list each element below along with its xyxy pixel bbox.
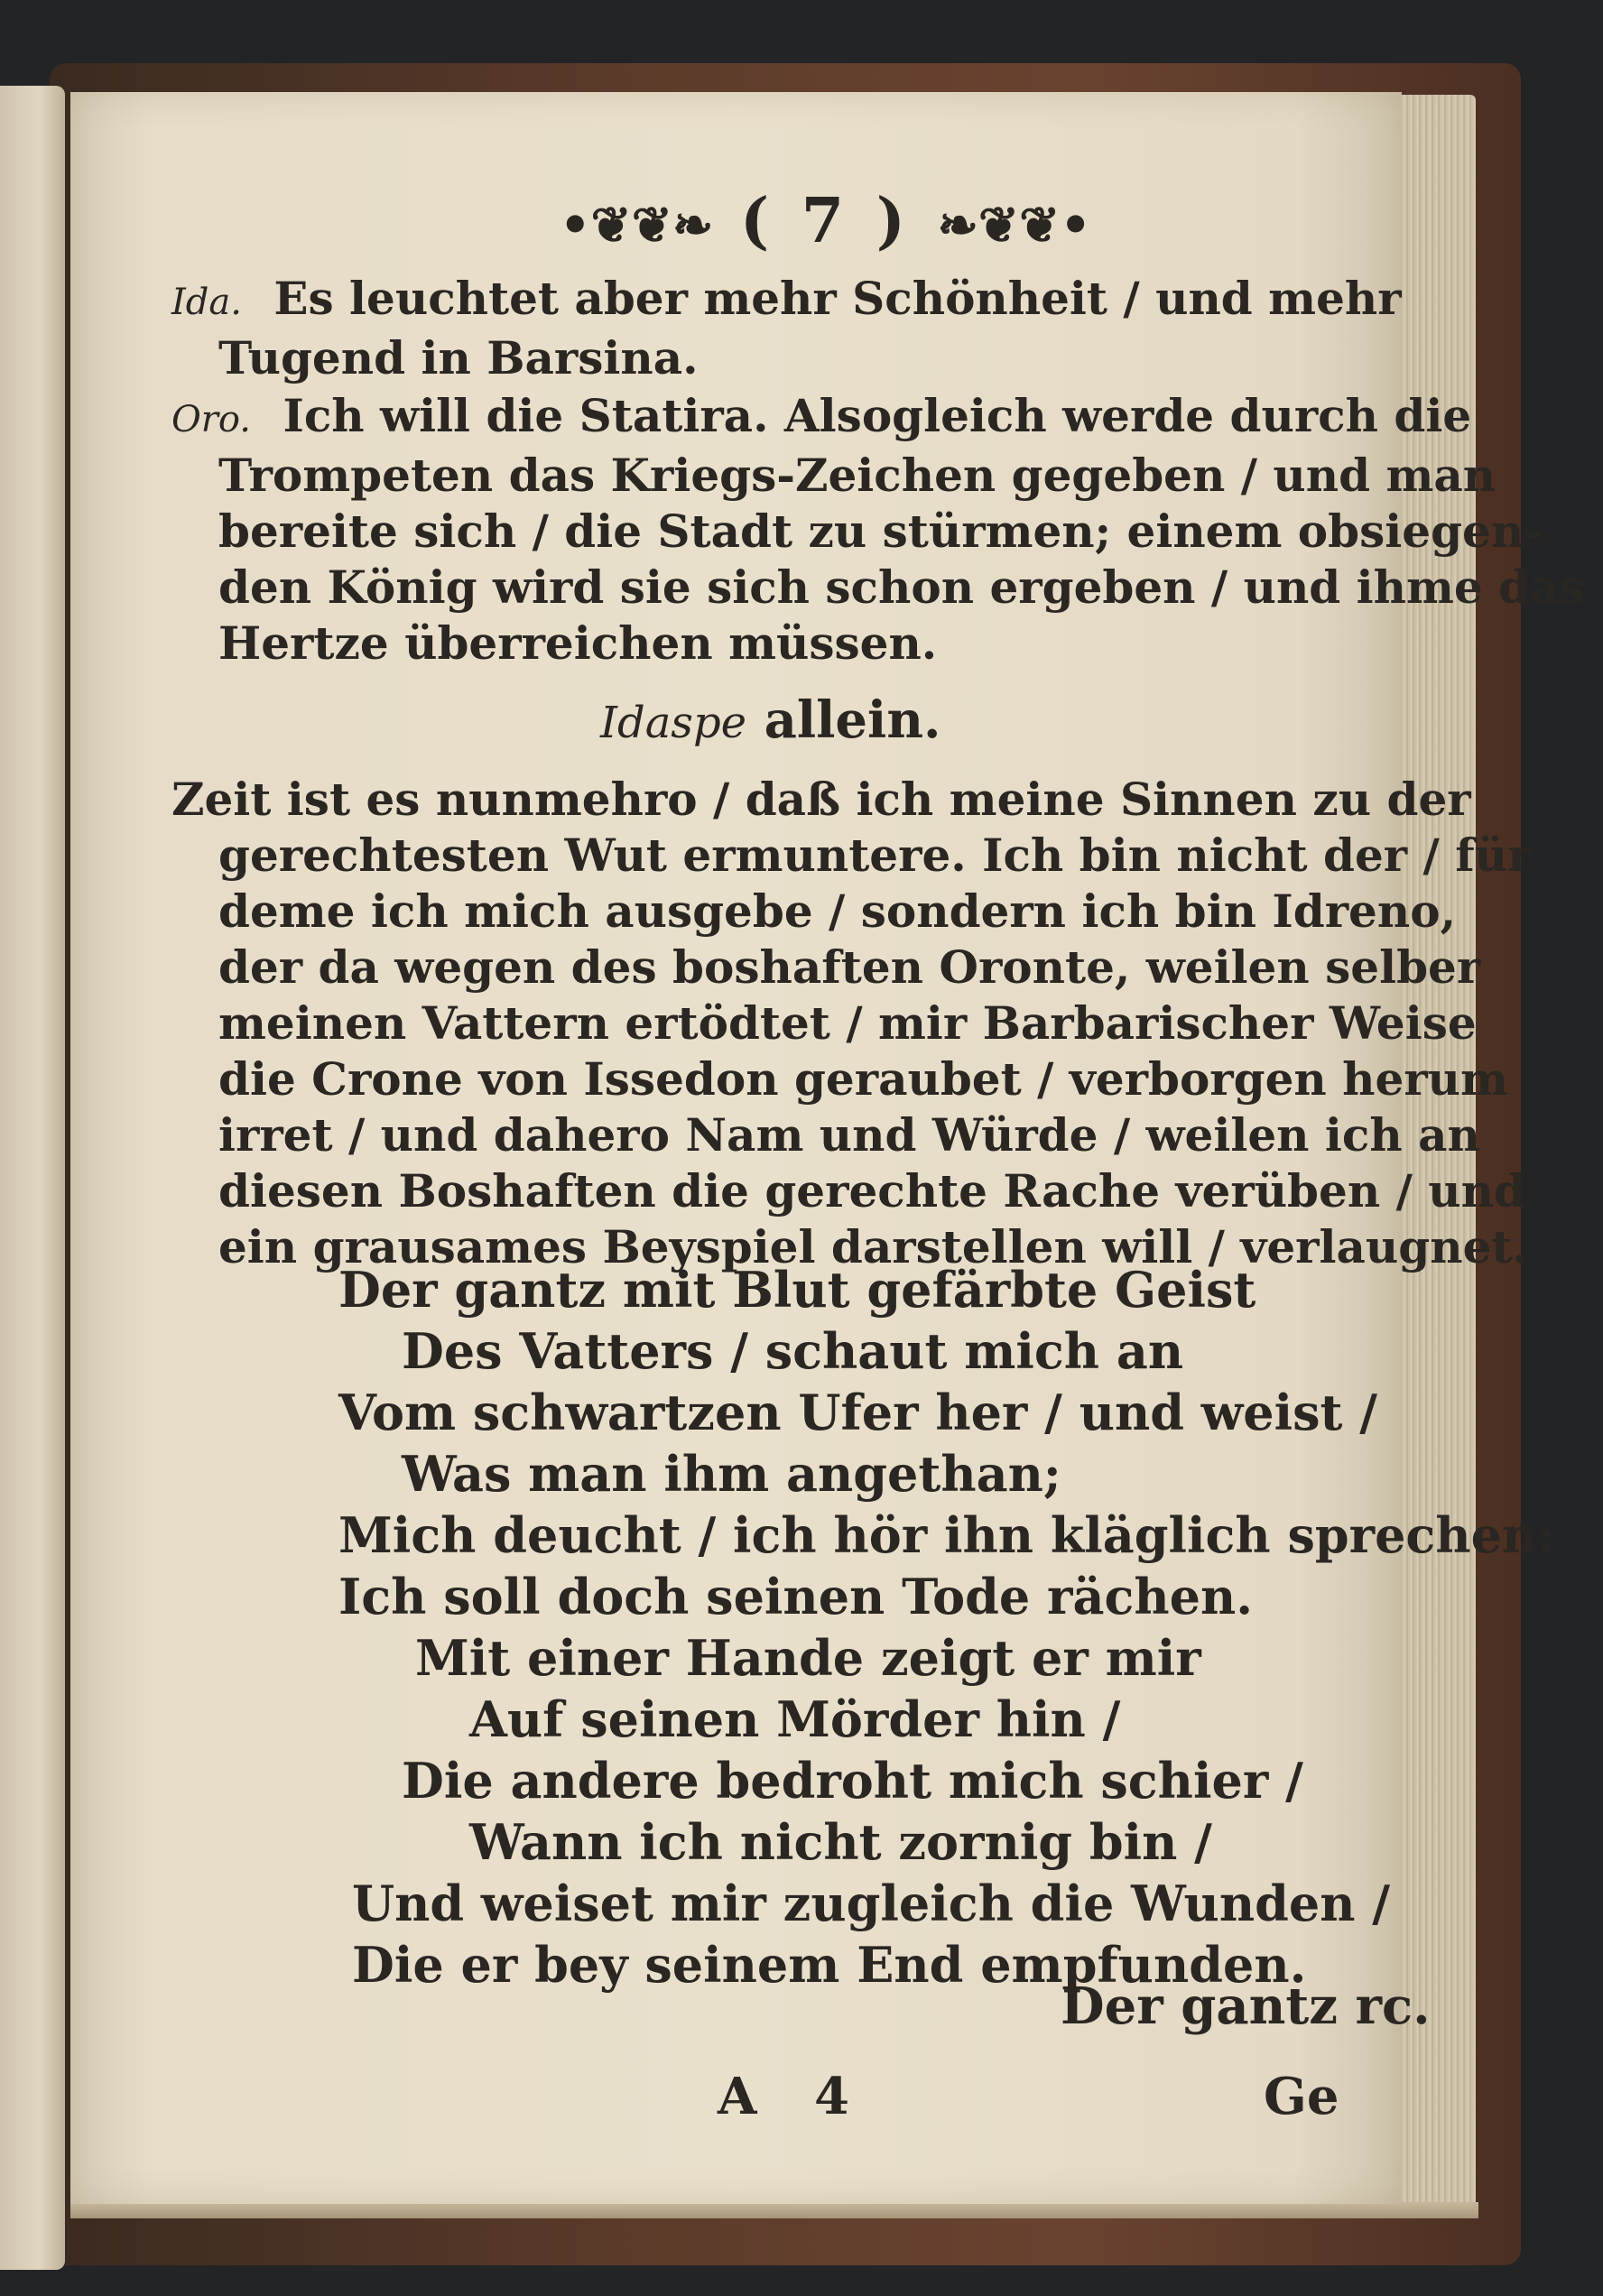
verse-line: Der gantz mit Blut gefärbte Geist <box>338 1261 1256 1319</box>
dialogue-line: Trompeten das Kriegs-Zeichen gegeben / und man <box>218 449 1496 502</box>
verse-line: Wann ich nicht zornig bin / <box>469 1813 1212 1871</box>
dialogue-ida <box>171 271 1402 386</box>
scene-heading-name: Idaspe <box>600 698 747 748</box>
catch-line: Der gantz rc. <box>1061 1977 1431 2036</box>
scene-heading-word: allein. <box>764 690 941 750</box>
monologue-line: der da wegen des boshaften Oronte, weilen selber <box>218 940 1481 994</box>
left-ornament: •❦❦❧ <box>560 196 714 254</box>
monologue-line: Zeit ist es nunmehro / daß ich meine Sinnen zu der <box>171 773 1471 826</box>
signature-mark: A 4 <box>718 2067 869 2126</box>
monologue-line: gerechtesten Wut ermuntere. Ich bin nicht der / für <box>218 829 1532 882</box>
page-bottom-edge <box>70 2202 1478 2218</box>
page-number: ( 7 ) <box>739 185 911 257</box>
dialogue-line: Tugend in Barsina. <box>218 331 699 384</box>
monologue-line: deme ich mich ausgebe / sondern ich bin Idreno, <box>218 884 1456 938</box>
speaker-label: Ida. <box>171 282 242 323</box>
verse-line: Ich soll doch seinen Tode rächen. <box>338 1568 1254 1625</box>
verse-line: Die andere bedroht mich schier / <box>402 1752 1303 1810</box>
speaker-label: Oro. <box>171 399 252 440</box>
dialogue-line: Hertze überreichen müssen. <box>218 616 938 670</box>
monologue <box>171 772 1531 1275</box>
right-ornament: ❧❦❦• <box>937 196 1091 254</box>
dialogue-line: bereite sich / die Stadt zu stürmen; einem obsiegen- <box>218 505 1543 558</box>
scene-heading <box>600 690 941 750</box>
monologue-line: ein grausames Beyspiel darstellen will / verlaugnet. <box>218 1220 1528 1273</box>
verse-line: Des Vatters / schaut mich an <box>402 1322 1184 1380</box>
monologue-line: diesen Boshaften die gerechte Rache verüben / und <box>218 1164 1525 1217</box>
verse-block <box>0 1259 1555 1995</box>
verse-line: Auf seinen Mörder hin / <box>469 1690 1121 1748</box>
dialogue-line: Ich will die Statira. Alsogleich werde durch die <box>283 389 1472 442</box>
monologue-line: die Crone von Issedon geraubet / verborgen herum <box>218 1052 1508 1106</box>
dialogue-line: den König wird sie sich schon ergeben / und ihme das <box>218 560 1585 614</box>
verse-line: Vom schwartzen Ufer her / und weist / <box>338 1384 1378 1441</box>
verse-line: Mich deucht / ich hör ihn kläglich sprechen: <box>338 1506 1556 1564</box>
catchword: Ge <box>1264 2067 1339 2126</box>
verse-line: Was man ihm angethan; <box>402 1445 1061 1503</box>
verse-line: Mit einer Hande zeigt er mir <box>415 1629 1201 1687</box>
dialogue-line: Es leuchtet aber mehr Schönheit / und mehr <box>273 272 1402 325</box>
monologue-line: irret / und dahero Nam und Würde / weilen ich an <box>218 1108 1480 1162</box>
monologue-line: meinen Vattern ertödtet / mir Barbarischer Weise <box>218 996 1477 1050</box>
verse-line: Die er bey seinem End empfunden. <box>352 1936 1307 1994</box>
verse-line: Und weiset mir zugleich die Wunden / <box>352 1875 1390 1932</box>
page-header <box>560 185 1091 257</box>
dialogue-oro <box>171 388 1585 671</box>
